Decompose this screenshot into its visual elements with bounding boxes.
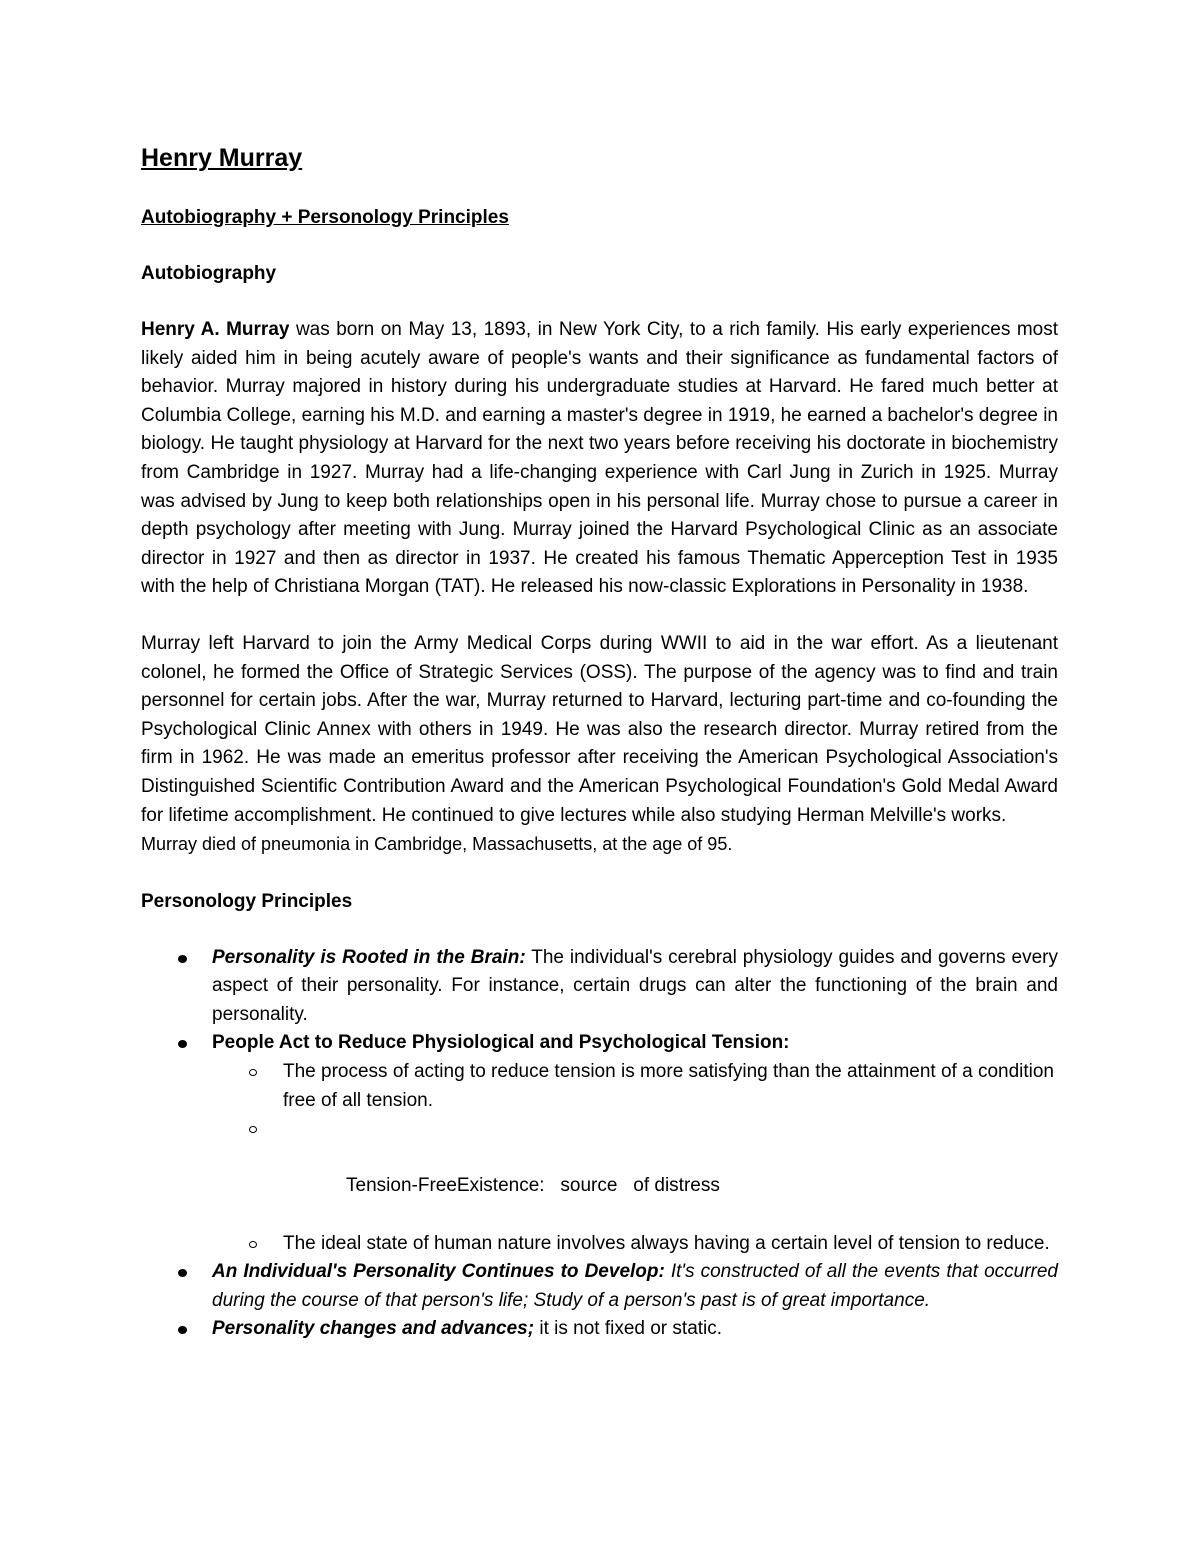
principle-text: It's constructed of all the events that occurred during the course of that person's life; Study of a person's past is of great importance. bbox=[212, 1261, 1058, 1311]
sub-item-text: The ideal state of human nature involves always having a certain level of tension to reduce. bbox=[283, 1232, 1050, 1254]
document-subtitle: Autobiography + Personology Principles bbox=[141, 207, 509, 228]
principle-lead: People Act to Reduce Physiological and Psychological Tension: bbox=[212, 1032, 790, 1054]
autobiography-paragraph-1 bbox=[141, 316, 1058, 602]
sub-list-item bbox=[212, 1230, 1058, 1259]
principle-text: it is not fixed or static. bbox=[534, 1318, 723, 1340]
principle-lead: Personality is Rooted in the Brain: bbox=[212, 946, 526, 968]
sub-item-text: The process of acting to reduce tension is more satisfying than the attainment of a condition free of all tension. bbox=[283, 1061, 1054, 1111]
list-item bbox=[141, 944, 1058, 1030]
bullet-icon bbox=[178, 1326, 187, 1334]
principle-lead: Personality changes and advances; bbox=[212, 1318, 535, 1340]
hollow-bullet-icon bbox=[249, 1241, 257, 1248]
autobiography-paragraph-2 bbox=[141, 630, 1058, 860]
sub-item-text: Tension-FreeExistence: source of distress bbox=[346, 1175, 720, 1197]
principles-heading: Personology Principles bbox=[141, 890, 353, 912]
hollow-bullet-icon bbox=[249, 1069, 257, 1076]
sub-list bbox=[212, 1058, 1058, 1258]
sub-list-item bbox=[212, 1115, 1058, 1229]
list-item bbox=[141, 1315, 1058, 1344]
list-item bbox=[141, 1029, 1058, 1258]
document-title: Henry Murray bbox=[141, 144, 303, 172]
principle-lead: An Individual's Personality Continues to Develop: bbox=[212, 1261, 665, 1283]
paragraph-1-text: was born on May 13, 1893, in New York City, to a rich family. His early experiences most likely aided him in being acutely aware of people's wants and their significance as fundamental factors of behavior. Murray majored in history during his undergraduate studies at Harvard. He fared much better at Columbia College, earning his M.D. and earning a master's degree in 1919, he earned a bachelor's degree in biology. He taught physiology at Harvard for the next two years before receiving his doctorate in biochemistry from Cambridge in 1927. Murray had a life-changing experience with Carl Jung in Zurich in 1925. Murray was advised by Jung to keep both relationships open in his personal life. Murray chose to pursue a career in depth psychology after meeting with Jung. Murray joined the Harvard Psychological Clinic as an associate director in 1927 and then as director in 1937. He created his famous Thematic Apperception Test in 1935 with the help of Christiana Morgan (TAT). He released his now-classic Explorations in Personality in 1938. bbox=[141, 319, 1059, 598]
principles-list bbox=[141, 944, 1058, 1344]
list-item bbox=[141, 1258, 1058, 1315]
paragraph-2-text: Murray left Harvard to join the Army Medical Corps during WWII to aid in the war effort. As a lieutenant colonel, he formed the Office of Strategic Services (OSS). The purpose of the agency was to find and train personnel for certain jobs. After the war, Murray returned to Harvard, lecturing part-time and co-founding the Psychological Clinic Annex with others in 1949. He was also the research director. Murray retired from the firm in 1962. He was made an emeritus professor after receiving the American Psychological Association's Distinguished Scientific Contribution Award and the American Psychological Foundation's Gold Medal Award for lifetime accomplishment. He continued to give lectures while also studying Herman Melville's works. bbox=[141, 632, 1058, 826]
bullet-icon bbox=[178, 955, 187, 963]
principle-text: The individual's cerebral physiology guides and governs every aspect of their personality. For instance, certain drugs can alter the functioning of the brain and personality. bbox=[212, 946, 1058, 1025]
person-name: Henry A. Murray bbox=[141, 319, 290, 340]
document-body bbox=[141, 140, 1058, 1344]
bullet-icon bbox=[178, 1040, 187, 1048]
paragraph-2-last-line: Murray died of pneumonia in Cambridge, Massachusetts, at the age of 95. bbox=[141, 834, 733, 855]
autobiography-heading: Autobiography bbox=[141, 263, 277, 284]
sub-list-item bbox=[212, 1058, 1058, 1115]
hollow-bullet-icon bbox=[249, 1126, 257, 1133]
bullet-icon bbox=[178, 1269, 187, 1277]
